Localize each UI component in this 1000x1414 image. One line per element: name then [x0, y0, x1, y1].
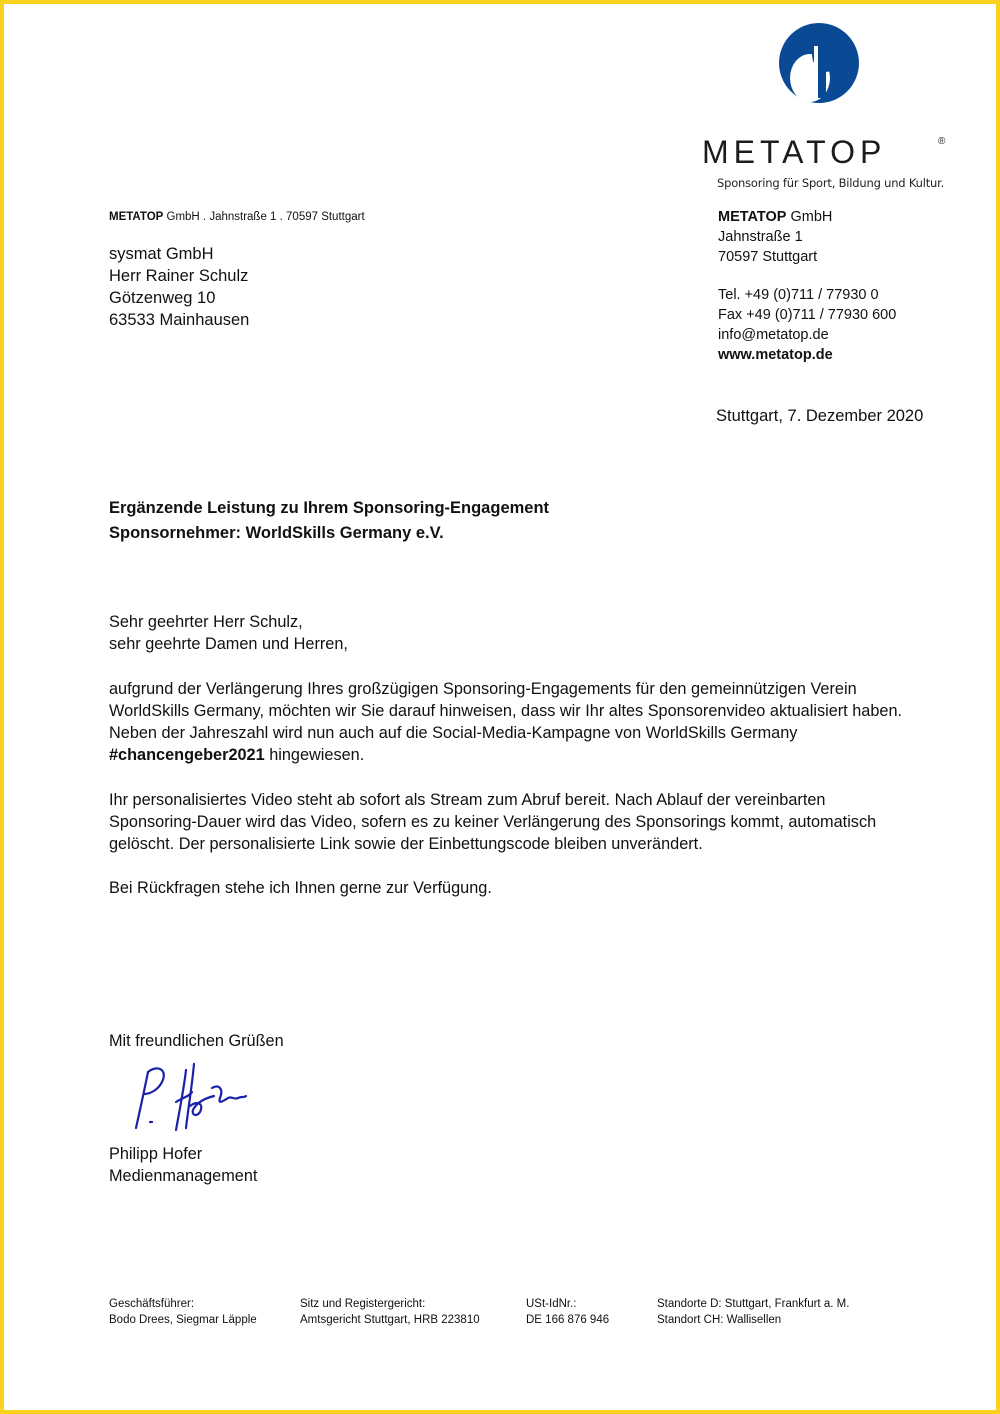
subject-line-1: Ergänzende Leistung zu Ihrem Sponsoring-Engagement	[109, 499, 550, 517]
sender-return-line	[109, 211, 365, 223]
footer-locations: Standorte D: Stuttgart, Frankfurt a. M. Standort CH: Wallisellen	[657, 1298, 850, 1326]
signer-block	[109, 1143, 257, 1187]
contact-city: 70597 Stuttgart	[718, 249, 818, 265]
subject-line-2: Sponsornehmer: WorldSkills Germany e.V.	[109, 524, 444, 542]
salutation: Sehr geehrter Herr Schulz, sehr geehrte Damen und Herren,	[109, 613, 348, 654]
recipient-company: sysmat GmbH	[109, 245, 214, 263]
recipient-street: Götzenweg 10	[109, 289, 216, 307]
contact-email: info@metatop.de	[718, 327, 829, 343]
recipient-city: 63533 Mainhausen	[109, 311, 250, 329]
paragraph-2: Ihr personalisiertes Video steht ab sofort als Stream zum Abruf bereit. Nach Ablauf der vereinbarten Sponsoring-Dauer wird das Video, sofern es zu keiner Verlängerung des Sponsorings kommt, automatisch gelöscht. Der personalisierte Link sowie der Einbettungscode bleiben unverändert.	[109, 790, 877, 853]
hashtag: #chancengeber2021	[109, 746, 265, 765]
contact-web: www.metatop.de	[718, 347, 833, 363]
paragraph-1: aufgrund der Verlängerung Ihres großzügigen Sponsoring-Engagements für den gemeinnützigen Verein WorldSkills Germany, möchten wir Sie darauf hinweisen, dass wir Ihr altes Sponsorenvideo aktualisiert haben. Neben der Jahreszahl wird nun auch auf die Social-Media-Kampagne von WorldSkills Germany #chancengeber2021 hingewiesen.	[109, 679, 903, 765]
letter-subject	[109, 496, 549, 546]
contact-street: Jahnstraße 1	[718, 229, 803, 245]
logo-registered-mark: ®	[938, 136, 946, 147]
contact-fax: Fax +49 (0)711 / 77930 600	[718, 307, 897, 323]
contact-company: METATOP GmbH	[718, 209, 833, 225]
letter-body	[109, 611, 909, 922]
paragraph-3: Bei Rückfragen stehe ich Ihnen gerne zur Verfügung.	[109, 879, 492, 898]
recipient-address	[109, 243, 249, 331]
closing: Mit freundlichen Grüßen	[109, 1032, 284, 1050]
handwritten-signature	[128, 1058, 250, 1132]
contact-block	[718, 207, 896, 365]
logo-wordmark: METATOP	[702, 134, 887, 170]
footer-vat-id: USt-IdNr.: DE 166 876 946	[526, 1298, 610, 1326]
footer-registry: Sitz und Registergericht: Amtsgericht Stuttgart, HRB 223810	[300, 1298, 480, 1326]
letter-date: Stuttgart, 7. Dezember 2020	[716, 407, 924, 425]
signer-name: Philipp Hofer	[109, 1145, 203, 1163]
metatop-logo-icon	[778, 16, 860, 110]
recipient-person: Herr Rainer Schulz	[109, 267, 249, 285]
contact-tel: Tel. +49 (0)711 / 77930 0	[718, 287, 879, 303]
sender-address: GmbH . Jahnstraße 1 . 70597 Stuttgart	[163, 211, 365, 223]
logo-tagline: Sponsoring für Sport, Bildung und Kultur.	[717, 176, 945, 190]
sender-company: METATOP	[109, 211, 164, 223]
footer-managing-directors: Geschäftsführer: Bodo Drees, Siegmar Läpple	[109, 1298, 257, 1326]
signer-role: Medienmanagement	[109, 1167, 258, 1185]
